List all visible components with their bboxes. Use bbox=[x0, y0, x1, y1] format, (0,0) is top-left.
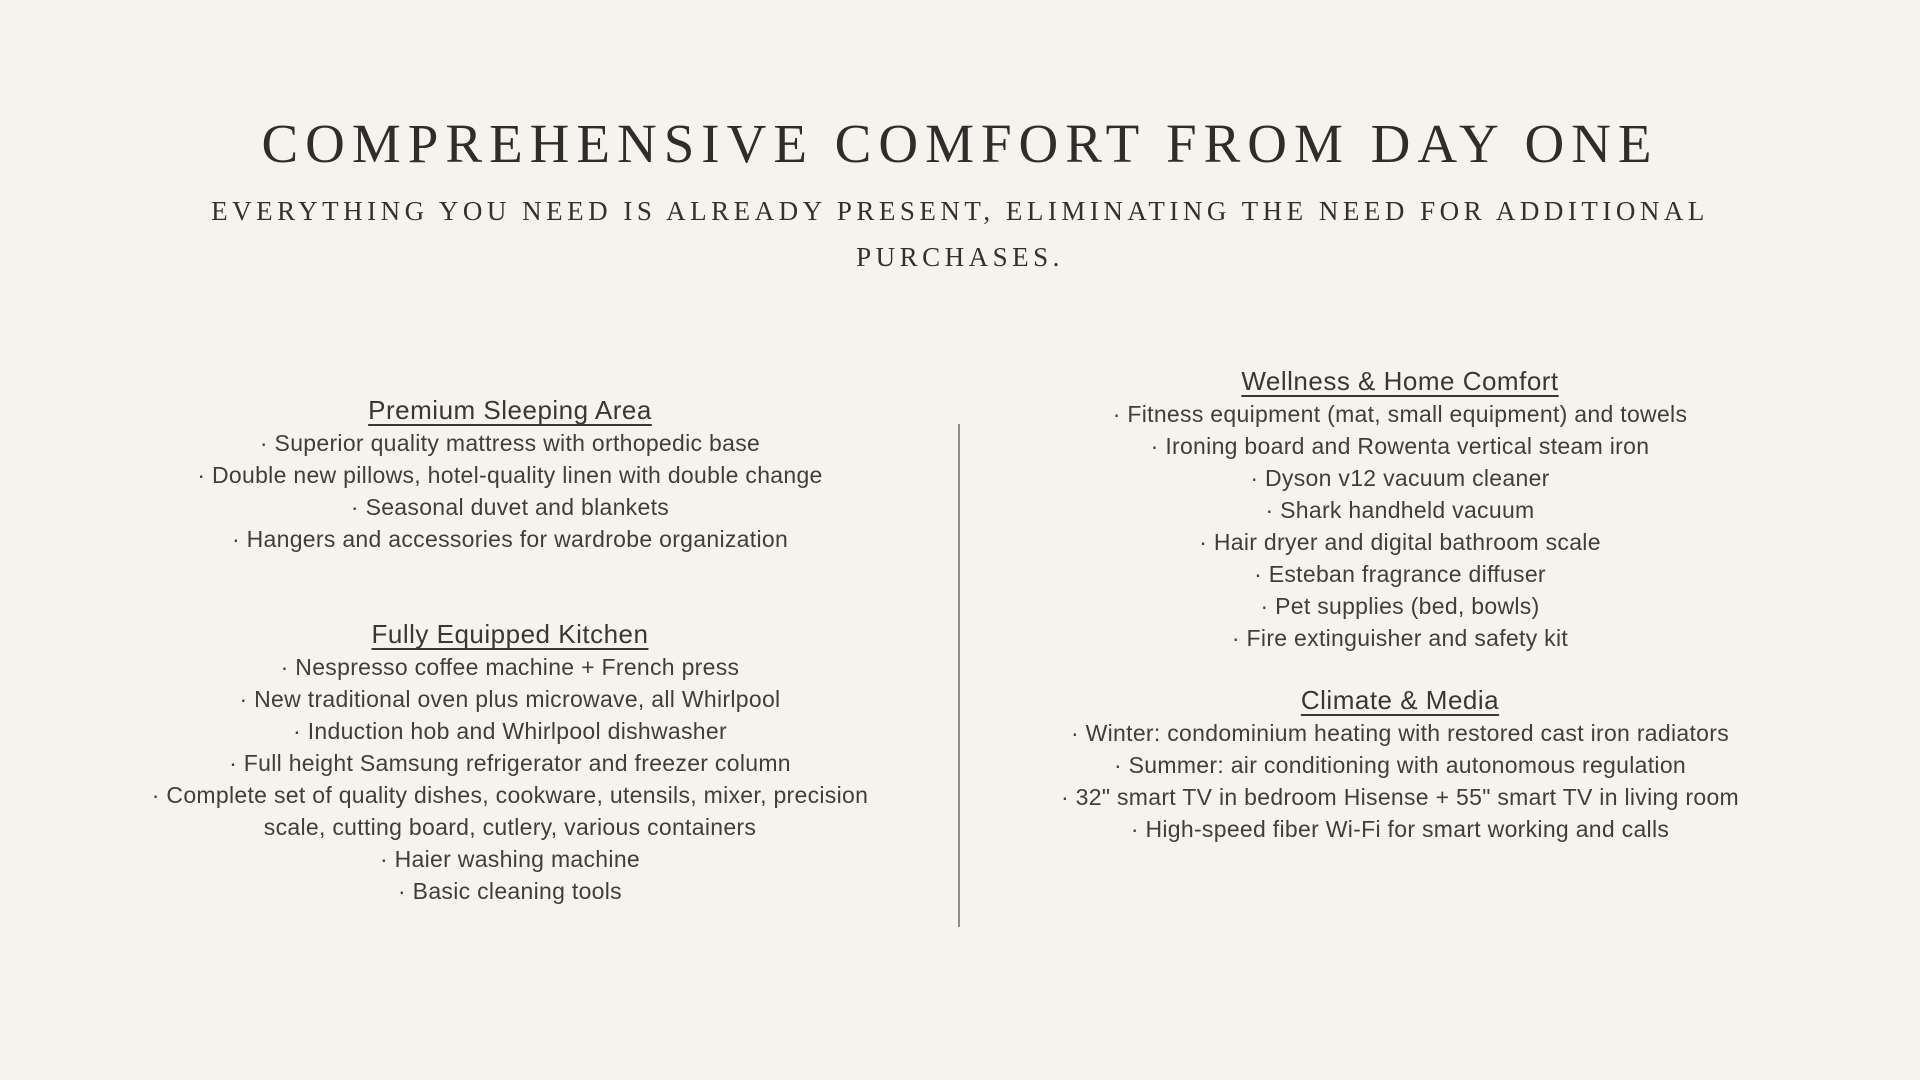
section-items bbox=[1060, 398, 1740, 654]
list-item: · Superior quality mattress with orthopedic base bbox=[259, 430, 761, 456]
section-wellness-home-comfort bbox=[1060, 364, 1740, 654]
right-column bbox=[1060, 364, 1740, 845]
section-title: Wellness & Home Comfort bbox=[1241, 366, 1559, 396]
list-item: · 32" smart TV in bedroom Hisense + 55" smart TV in living room bbox=[1061, 784, 1739, 810]
section-title: Climate & Media bbox=[1300, 685, 1500, 715]
section-items bbox=[1060, 717, 1740, 845]
list-item: · Pet supplies (bed, bowls) bbox=[1260, 593, 1540, 619]
list-item: · Ironing board and Rowenta vertical steam iron bbox=[1150, 433, 1650, 459]
section-items bbox=[140, 427, 880, 555]
list-item: · Hangers and accessories for wardrobe organization bbox=[231, 526, 789, 552]
page-title: COMPREHENSIVE COMFORT FROM DAY ONE bbox=[261, 113, 1659, 174]
section-premium-sleeping-area bbox=[140, 393, 880, 555]
list-item: · Hair dryer and digital bathroom scale bbox=[1199, 529, 1601, 555]
list-item: · Basic cleaning tools bbox=[398, 878, 622, 904]
page-subtitle: EVERYTHING YOU NEED IS ALREADY PRESENT, ELIMINATING THE NEED FOR ADDITIONAL PURCHASES. bbox=[211, 196, 1709, 272]
list-item: · Fire extinguisher and safety kit bbox=[1231, 625, 1569, 651]
list-item: · Haier washing machine bbox=[379, 846, 640, 872]
list-item: · Seasonal duvet and blankets bbox=[350, 494, 670, 520]
list-item: · Nespresso coffee machine + French press bbox=[280, 654, 740, 680]
list-item: · Induction hob and Whirlpool dishwasher bbox=[293, 718, 727, 744]
left-column bbox=[140, 393, 880, 907]
list-item: · New traditional oven plus microwave, all Whirlpool bbox=[239, 686, 781, 712]
section-fully-equipped-kitchen bbox=[140, 617, 880, 907]
list-item: · Full height Samsung refrigerator and freezer column bbox=[229, 750, 791, 776]
list-item: · High-speed fiber Wi-Fi for smart working and calls bbox=[1130, 816, 1670, 842]
list-item: · Dyson v12 vacuum cleaner bbox=[1250, 465, 1550, 491]
list-item: · Fitness equipment (mat, small equipment) and towels bbox=[1112, 401, 1688, 427]
list-item: · Complete set of quality dishes, cookware, utensils, mixer, precision scale, cutting board, cutlery, various containers bbox=[151, 782, 869, 840]
column-divider bbox=[958, 424, 960, 927]
list-item: · Shark handheld vacuum bbox=[1265, 497, 1535, 523]
section-title: Fully Equipped Kitchen bbox=[371, 619, 649, 649]
list-item: · Double new pillows, hotel-quality linen with double change bbox=[197, 462, 823, 488]
section-climate-media bbox=[1060, 683, 1740, 845]
section-items bbox=[140, 651, 880, 907]
list-item: · Winter: condominium heating with restored cast iron radiators bbox=[1070, 720, 1730, 746]
list-item: · Esteban fragrance diffuser bbox=[1254, 561, 1546, 587]
list-item: · Summer: air conditioning with autonomous regulation bbox=[1113, 752, 1687, 778]
section-title: Premium Sleeping Area bbox=[368, 395, 652, 425]
